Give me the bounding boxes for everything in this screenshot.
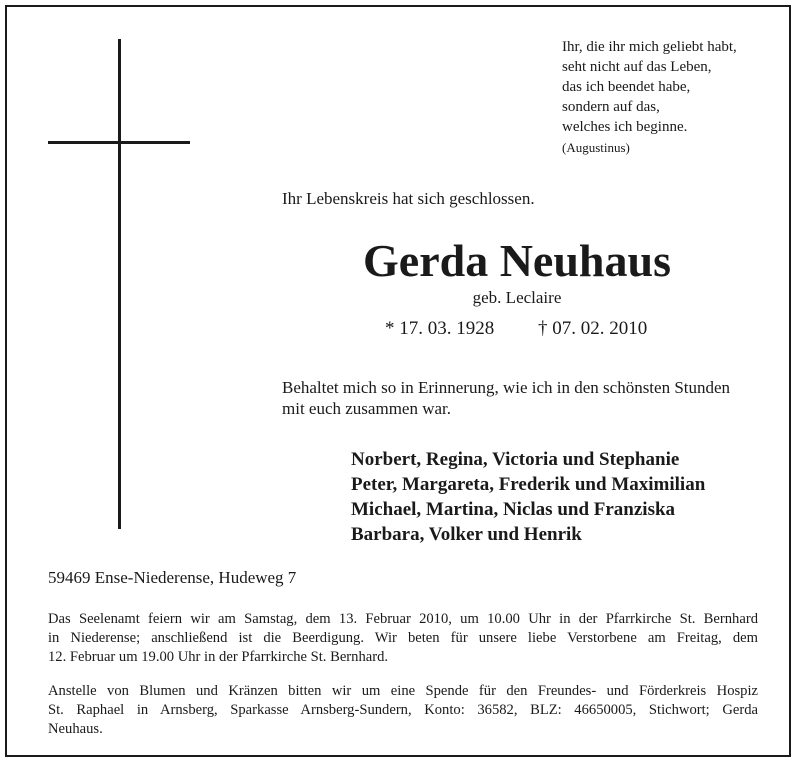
mourners-list [351, 447, 705, 547]
service-line: in Niederense; anschließend ist die Beerdigung. Wir beten für unsere liebe Verstorbene am Freitag, dem [48, 630, 758, 646]
memorial-line: Behaltet mich so in Erinnerung, wie ich in den schönsten Stunden [282, 378, 731, 397]
quote-source: (Augustinus) [562, 140, 630, 155]
quote-line: welches ich beginne. [562, 119, 688, 135]
mourners-line: Michael, Martina, Niclas und Franziska [351, 499, 676, 520]
address: 59469 Ense-Niederense, Hudeweg 7 [48, 568, 297, 587]
donation-paragraph [48, 682, 758, 739]
birth-date: * 17. 03. 1928 [385, 318, 495, 339]
quote-line: seht nicht auf das Leben, [562, 59, 712, 75]
mourners-line: Barbara, Volker und Henrik [351, 524, 582, 545]
service-line: 12. Februar um 19.00 Uhr in der Pfarrkirche St. Bernhard. [48, 649, 389, 665]
service-line: Das Seelenamt feiern wir am Samstag, dem 13. Februar 2010, um 10.00 Uhr in der Pfarrkirche St. Bernhard [48, 611, 758, 627]
quote-line: sondern auf das, [562, 99, 660, 115]
donation-line: St. Raphael in Arnsberg, Sparkasse Arnsberg-Sundern, Konto: 36582, BLZ: 46650005, Stichwort; Gerda [48, 702, 758, 718]
lead-text: Ihr Lebenskreis hat sich geschlossen. [282, 189, 535, 208]
quote-line: das ich beendet habe, [562, 79, 691, 95]
death-date: † 07. 02. 2010 [538, 318, 648, 339]
quote-block [562, 37, 787, 157]
deceased-name: Gerda Neuhaus [363, 235, 671, 286]
donation-line: Anstelle von Blumen und Kränzen bitten wir um eine Spende für den Freundes- und Förderkreis Hospiz [48, 683, 758, 699]
mourners-line: Peter, Margareta, Frederik und Maximilian [351, 474, 706, 495]
quote-line: Ihr, die ihr mich geliebt habt, [562, 39, 737, 55]
mourners-line: Norbert, Regina, Victoria und Stephanie [351, 449, 680, 470]
donation-line: Neuhaus. [48, 721, 103, 737]
maiden-name: geb. Leclaire [472, 288, 562, 307]
service-paragraph [48, 610, 758, 667]
obituary-notice [5, 5, 791, 757]
cross-icon-crossbar [48, 141, 190, 144]
memorial-text [282, 377, 782, 419]
cross-icon [118, 39, 121, 529]
memorial-line: mit euch zusammen war. [282, 399, 452, 418]
